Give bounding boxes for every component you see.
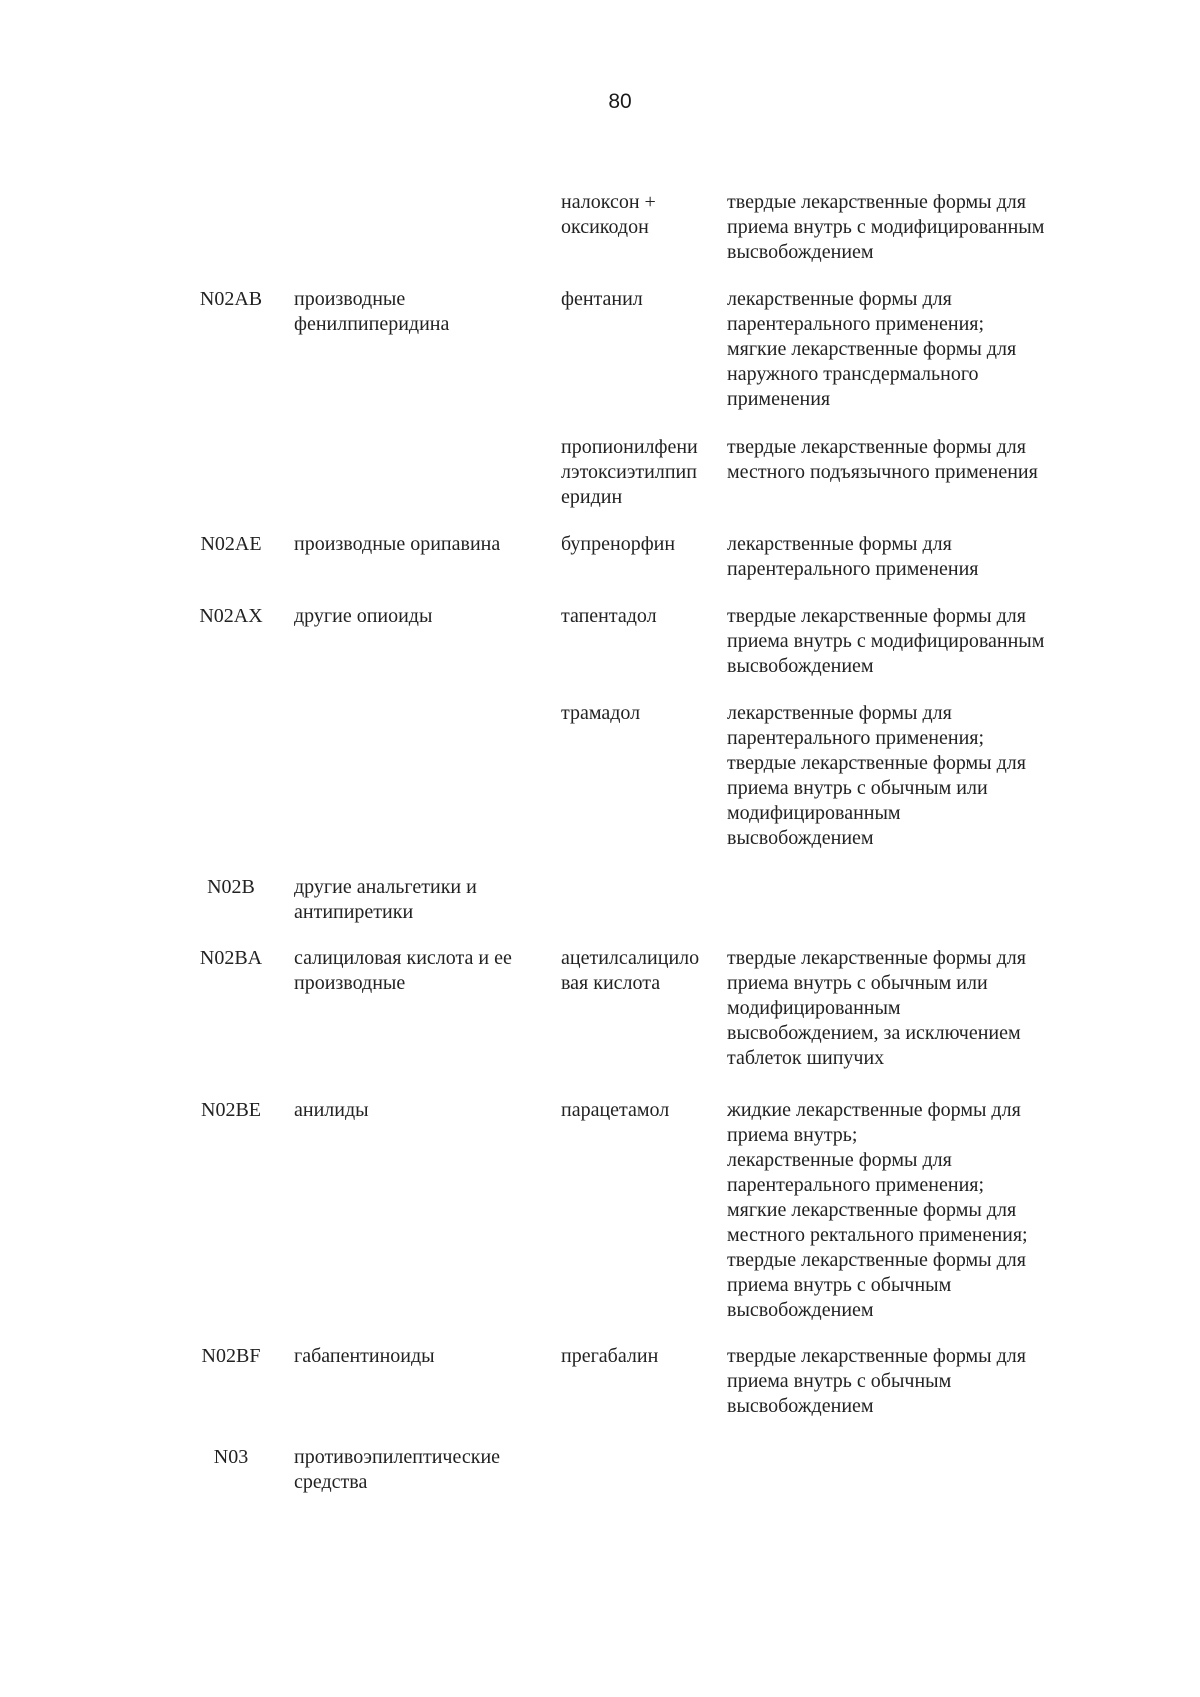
- group-name: противоэпилептические средства: [294, 1446, 501, 1493]
- group-name: другие анальгетики и антипиретики: [294, 876, 477, 923]
- dosage-form: лекарственные формы для парентерального применения; твердые лекарственные формы для приема внутрь с обычным или модифицированным высвобождением: [727, 702, 1026, 849]
- dosage-form: твердые лекарственные формы для приема внутрь с модифицированным высвобождением: [727, 191, 1045, 263]
- dosage-form: твердые лекарственные формы для приема внутрь с обычным высвобождением: [727, 1345, 1026, 1417]
- group-name: габапентиноиды: [294, 1345, 435, 1367]
- drug-name: бупренорфин: [561, 533, 676, 555]
- group-name: производные орипавина: [294, 533, 501, 555]
- atc-code: N03: [213, 1446, 249, 1468]
- drug-name: трамадол: [561, 702, 641, 724]
- group-name: салициловая кислота и ее производные: [294, 947, 512, 994]
- atc-code: N02BA: [199, 947, 263, 969]
- atc-code: N02AE: [200, 533, 262, 555]
- page-number: 80: [608, 90, 632, 113]
- dosage-form: твердые лекарственные формы для местного подъязычного применения: [727, 436, 1038, 483]
- drug-name: парацетамол: [561, 1099, 670, 1121]
- group-name: производные фенилпиперидина: [294, 288, 450, 335]
- atc-code: N02AX: [199, 605, 263, 627]
- atc-code: N02BF: [201, 1345, 261, 1367]
- dosage-form: лекарственные формы для парентерального применения; мягкие лекарственные формы для наружного трансдермального применения: [727, 288, 1017, 410]
- dosage-form: твердые лекарственные формы для приема внутрь с обычным или модифицированным высвобождением, за исключением таблеток шипучих: [727, 947, 1026, 1069]
- dosage-form: жидкие лекарственные формы для приема внутрь; лекарственные формы для парентерального применения; мягкие лекарственные формы для местного ректального применения; твердые лекарственные формы для приема внутрь с обычным высвобождением: [727, 1099, 1028, 1321]
- atc-code: N02BE: [201, 1099, 261, 1121]
- drug-name: пропионилфени лэтоксиэтилпип еридин: [561, 436, 698, 508]
- dosage-form: лекарственные формы для парентерального применения: [727, 533, 979, 580]
- drug-name: налоксон + оксикодон: [561, 191, 656, 238]
- group-name: анилиды: [294, 1099, 369, 1121]
- drug-name: тапентадол: [561, 605, 657, 627]
- drug-name: ацетилсалицило вая кислота: [561, 947, 700, 994]
- atc-code: N02B: [207, 876, 255, 898]
- atc-code: N02AB: [199, 288, 263, 310]
- group-name: другие опиоиды: [294, 605, 433, 627]
- dosage-form: твердые лекарственные формы для приема внутрь с модифицированным высвобождением: [727, 605, 1045, 677]
- drug-name: фентанил: [561, 288, 643, 310]
- drug-name: прегабалин: [561, 1345, 659, 1367]
